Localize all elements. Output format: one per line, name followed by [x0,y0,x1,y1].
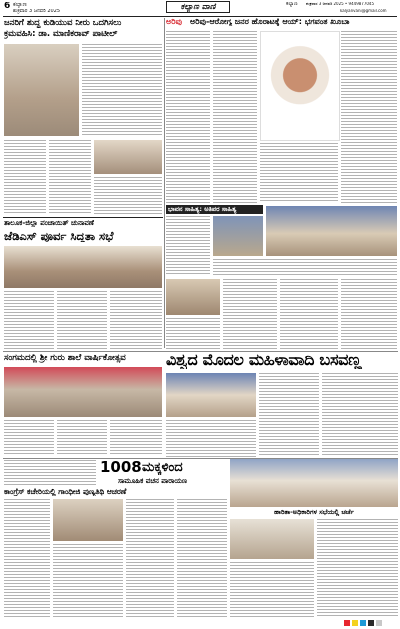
bottom-band: ಹಾರಿತಾ-ಅಧಿಕಾರಿಗಳ ಸಭೆಯಲ್ಲಿ ಚರ್ಚೆ [274,509,354,516]
headline-mass-text: ಮಕ್ಕಳಿಂದ [142,461,183,475]
section-rule [3,217,163,218]
crop-mark-yellow [352,620,358,626]
article-text [280,279,338,351]
article-text [260,143,338,203]
article-text [166,31,210,203]
crop-mark-black [368,620,374,626]
headline-center-red: ಅರಿವು [166,18,183,26]
article-text [322,373,398,457]
article-text [49,140,91,214]
crop-mark-grey [376,620,382,626]
article-text [213,259,397,276]
section-rule [3,458,398,459]
article-text [166,216,210,276]
kicker-taluk: ತಾಲೂಕ-ಜಿಲ್ಲಾ ಪಂಚಾಯಿತ್ ಚುನಾವಣೆ [4,220,94,227]
news-photo-small [166,279,220,315]
article-text [166,318,220,351]
news-photo-event [266,206,397,256]
article-text [94,177,162,214]
masthead-name: ಕಲ್ಯಾಣ [13,2,27,8]
crop-mark-cyan [360,620,366,626]
column-divider [164,18,165,348]
masthead-rule [3,16,397,17]
article-text [230,562,314,617]
article-text [4,460,96,486]
headline-mass-number: 1008 [100,460,142,476]
email: kalyanvani@gmail.com [340,9,387,13]
article-text [4,291,54,349]
headline-center-main: ಅರಿವು-ಆರೋಗ್ಯ ಜನರ ಹೊರಾಟಕ್ಕೆ ಆಯ್: ಭಗವಂತ ಖೂಬಾ [190,18,350,26]
article-text [213,31,257,203]
news-photo-portrait [260,31,340,141]
article-text [57,291,107,349]
article-text [4,499,50,617]
news-photo-group [94,140,162,174]
headline-congress: ಕಾಂಗ್ರೆಸ್ ಕಚೇರಿಯಲ್ಲಿ ಗಾಂಧೀಜಿ ಪುಣ್ಯತಿಥಿ ಆಚರಣೆ [4,488,127,496]
article-text [166,420,256,457]
article-text [317,519,398,617]
news-photo-gandhi [53,499,123,541]
news-photo-stage [213,216,263,256]
headline-jds: ಜೆಡಿಎಸ್ ಪೂರ್ವ ಸಿದ್ಧತಾ ಸಭೆ [4,230,114,243]
center-logo: ಕಲ್ಯಾಣ ವಾಣಿ [166,1,230,13]
right-masthead: ಕಲ್ಯಾಣ [286,2,298,7]
headline-sangama: ಸಂಗಮದಲ್ಲಿ ಶ್ರೀ ಗುರು ಶಾಲೆ ವಾರ್ಷಿಕೋತ್ಸವ [4,354,126,363]
news-photo-crowd [166,373,256,417]
article-text [259,373,319,457]
page-number: 6 [4,2,11,11]
article-text [57,420,107,456]
article-text [53,544,123,617]
news-photo-children [230,459,398,507]
section-rule [3,351,398,352]
news-photo-meeting [4,44,79,136]
news-photo-school [4,367,162,417]
article-text [177,499,227,617]
article-text [4,140,46,214]
article-text [110,420,162,456]
article-text [110,291,162,349]
section-band: ಭಾವನ ಸಾಹಿತ್ಯ: ಅತಿಪರ ಸಾಹಿತ್ಯ [166,205,263,214]
article-text [341,279,397,351]
headline-water-1: ಜನರಿಗೆ ಶುದ್ಧ ಕುಡಿಯುವ ನೀರು ಒದಗಿಸಲು [4,19,122,28]
headline-basavanna: ವಿಶ್ವದ ಮೊದಲ ಮಹಿಳಾವಾದಿ ಬಸವಣ್ಣ [166,352,362,369]
crop-mark-red [344,620,350,626]
headline-mass-sub: ಸಾಮೂಹಿಕ ವಚನ ಪಾರಾಯಣ [118,478,187,485]
masthead-date: ಶುಕ್ರವಾರ 3 ಜನವರಿ 2025 [13,9,61,14]
news-photo-officials [230,519,314,559]
right-info: ಶುಕ್ರವಾರ 3 ಜನವರಿ 2025 • 9449877045 [306,2,375,6]
headline-water-2: ಕ್ರಮವಹಿಸಿ: ಡಾ. ಮಾಣಿಕರಾವ್ ಪಾಟೀಲ್ [4,30,118,39]
article-text [126,499,174,617]
article-text [223,279,277,351]
article-text [4,420,54,456]
article-text [82,44,162,136]
article-text [341,31,397,203]
news-photo-jds [4,246,162,288]
